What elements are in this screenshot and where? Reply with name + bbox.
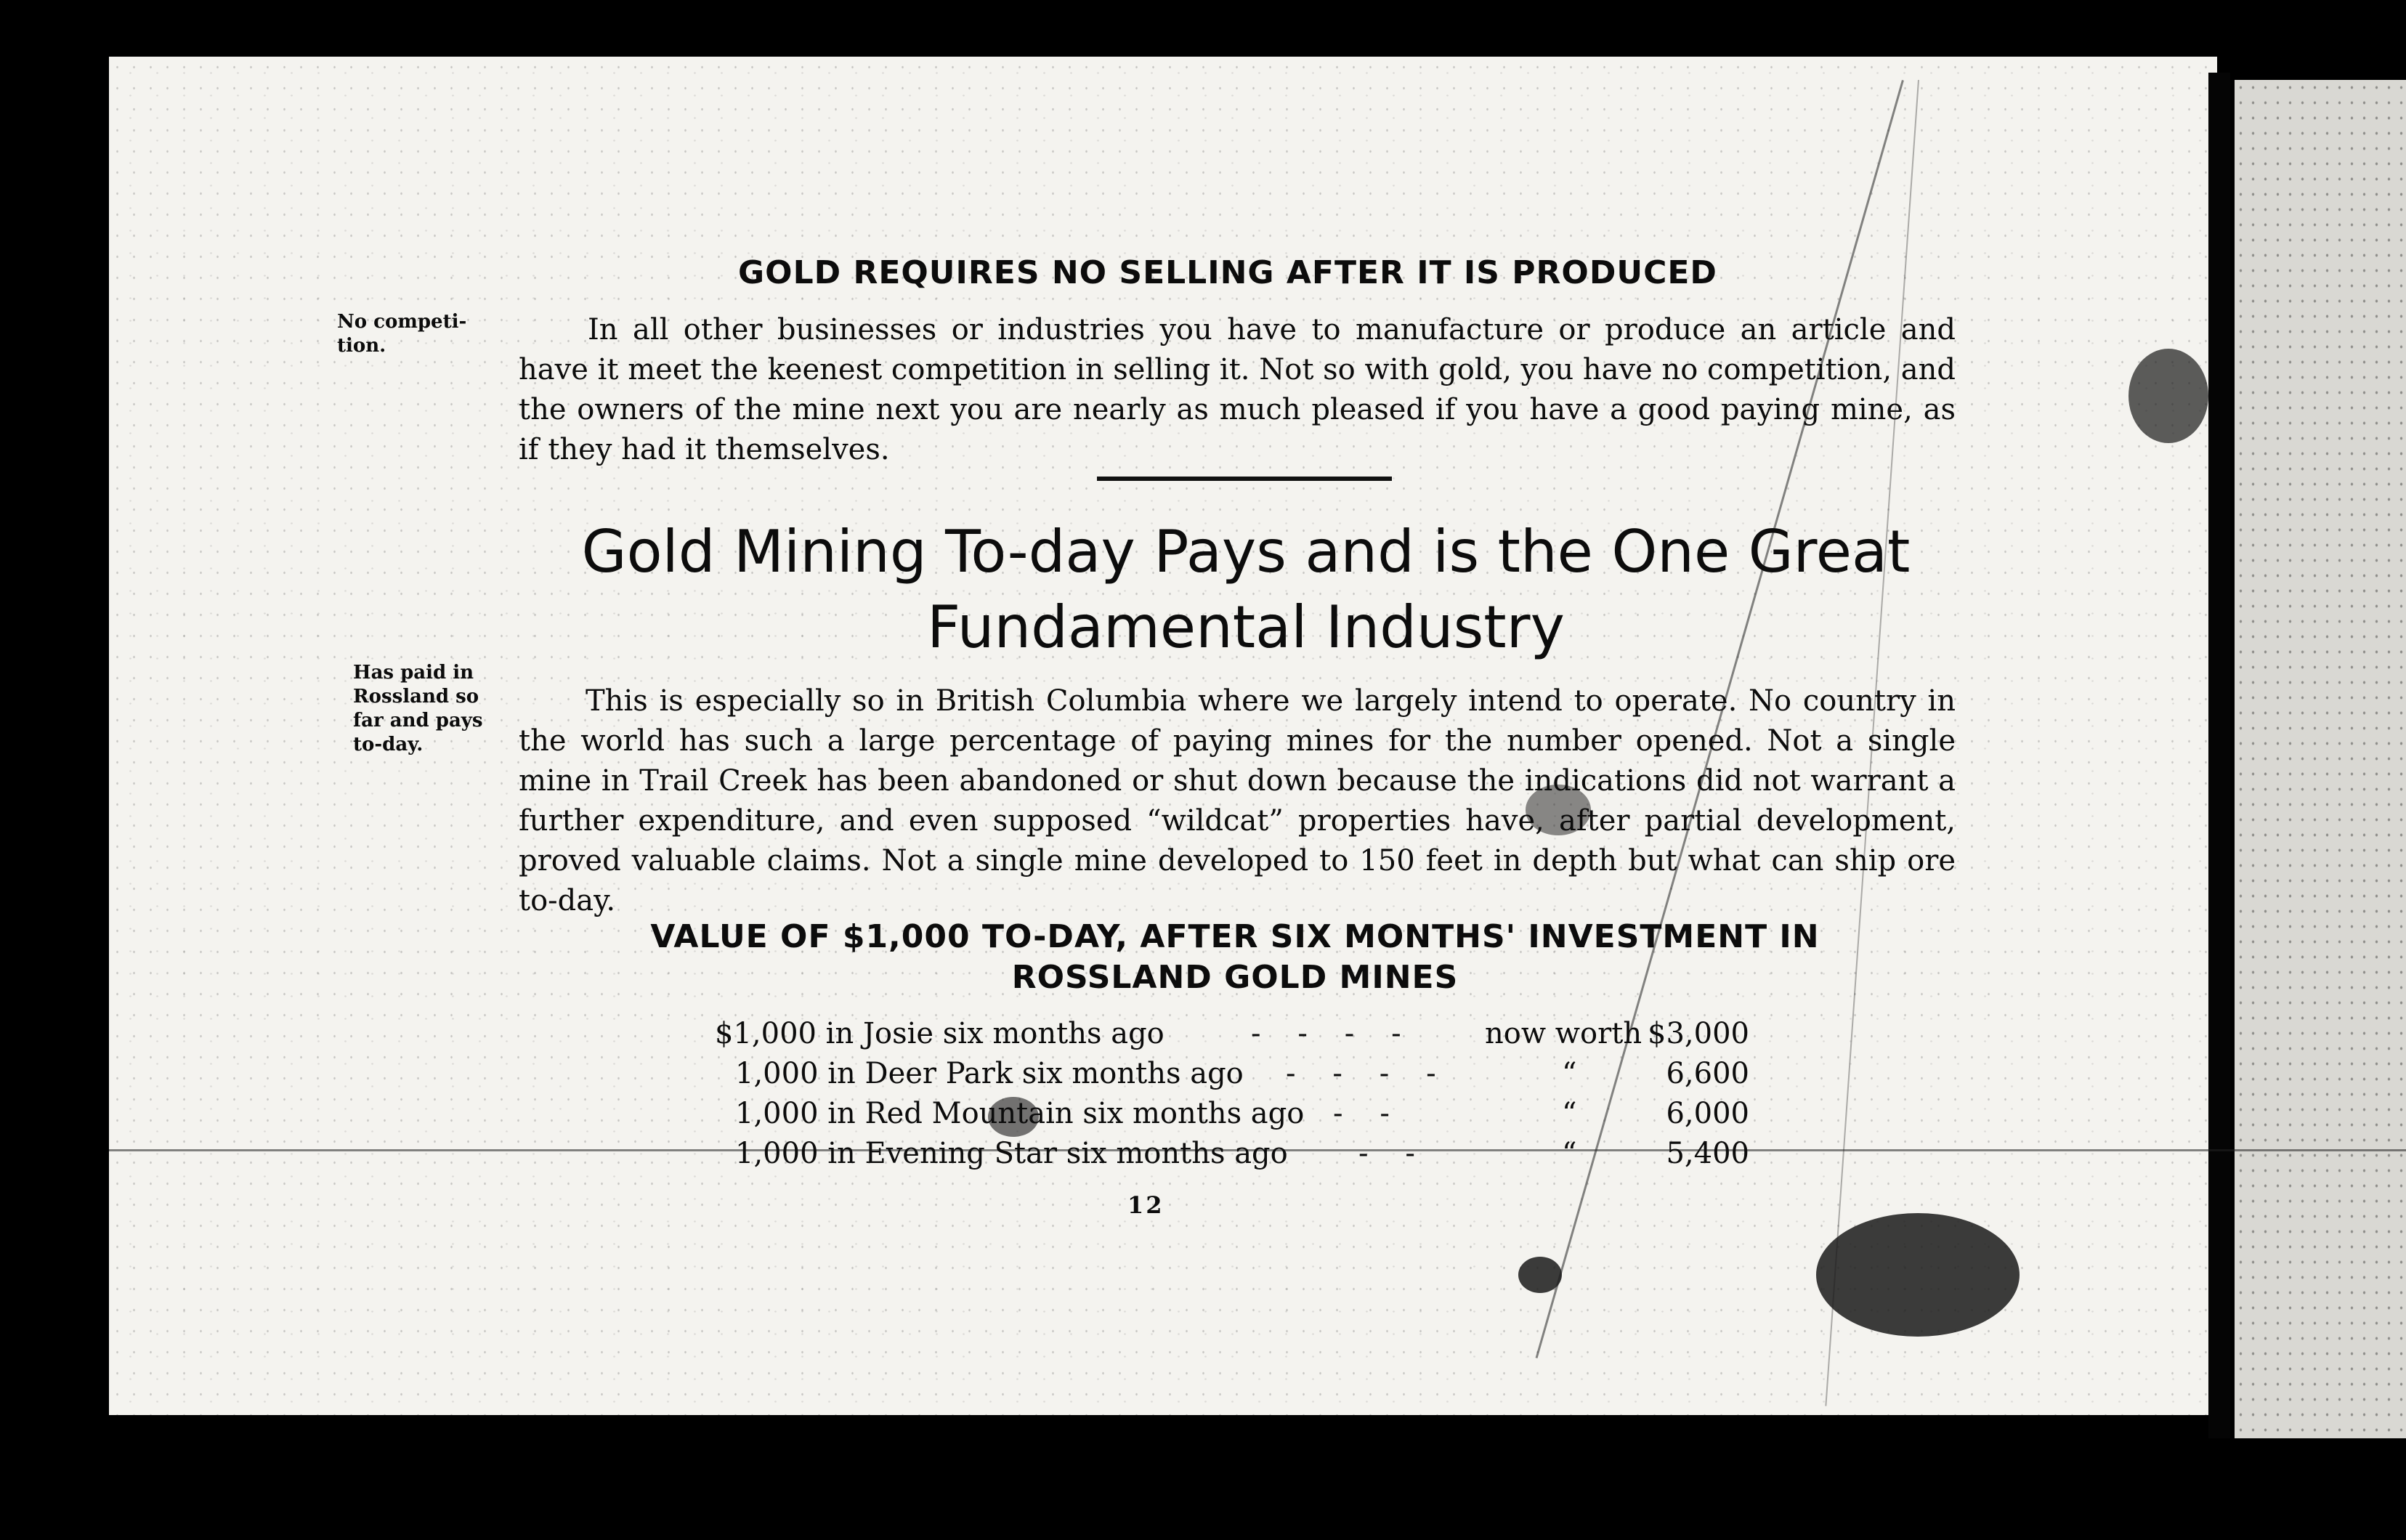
investment-status: “ bbox=[1562, 1137, 1577, 1170]
section-divider bbox=[1097, 477, 1392, 481]
paragraph-british-columbia: This is especially so in British Columbia where we largely intend to operate. No country in the world has such a large percentage of paying mines for the number opened. Not a single mine in Trail Creek has been abandoned or shut down because the indications did not warrant a further expenditure, and even supposed “wildcat” properties have, after partial development, proved valuable claims. Not a single mine developed to 150 feet in depth but what can ship ore to-day. bbox=[519, 684, 1956, 917]
investment-description: 1,000 in Evening Star six months ago bbox=[735, 1137, 1288, 1170]
investment-value: 5,400 bbox=[1666, 1137, 1749, 1170]
investment-row bbox=[0, 1093, 2406, 1134]
ink-stain bbox=[1518, 1257, 1562, 1293]
investment-row bbox=[0, 1013, 2406, 1054]
investment-description: 1,000 in Deer Park six months ago bbox=[735, 1057, 1244, 1090]
ink-stain bbox=[1816, 1213, 2020, 1337]
margin-note-rossland: Has paid in Rossland so far and pays to-day. bbox=[353, 662, 483, 755]
investment-value: 6,000 bbox=[1666, 1097, 1749, 1130]
ink-stain bbox=[2128, 349, 2208, 443]
page-number: 12 bbox=[1127, 1191, 1164, 1219]
page-title: Gold Mining To-day Pays and is the One Great Fundamental Industry bbox=[581, 518, 1911, 661]
investment-status: “ bbox=[1562, 1057, 1577, 1090]
leader-dots: - - - - bbox=[1251, 1017, 1401, 1050]
investment-description: 1,000 in Red Mountain six months ago bbox=[735, 1097, 1305, 1130]
book-spine bbox=[2208, 73, 2230, 1438]
investment-table-heading: VALUE OF $1,000 TO-DAY, AFTER SIX MONTHS' INVESTMENT IN ROSSLAND GOLD MINES bbox=[650, 918, 1820, 996]
investment-value: $3,000 bbox=[1648, 1017, 1749, 1050]
investment-row bbox=[0, 1053, 2406, 1094]
investment-row bbox=[0, 1133, 2406, 1174]
paragraph-competition: In all other businesses or industries you have to manufacture or produce an article and have it meet the keenest competition in selling it. Not so with gold, you have no competition, and the owners of the mine next you are nearly as much pleased if you have a good paying mine, as if they had it themselves. bbox=[519, 313, 1956, 466]
leader-dots: - - bbox=[1333, 1097, 1390, 1130]
leader-dots: - - bbox=[1358, 1137, 1415, 1170]
margin-note-competition: No competi- tion. bbox=[337, 311, 467, 357]
investment-status: “ bbox=[1562, 1097, 1577, 1130]
facing-page-edge bbox=[2235, 80, 2406, 1438]
investment-description: $1,000 in Josie six months ago bbox=[715, 1017, 1164, 1050]
section-heading-no-selling: GOLD REQUIRES NO SELLING AFTER IT IS PRODUCED bbox=[738, 254, 1717, 291]
leader-dots: - - - - bbox=[1286, 1057, 1436, 1090]
investment-status: now worth bbox=[1485, 1017, 1643, 1050]
investment-value: 6,600 bbox=[1666, 1057, 1749, 1090]
